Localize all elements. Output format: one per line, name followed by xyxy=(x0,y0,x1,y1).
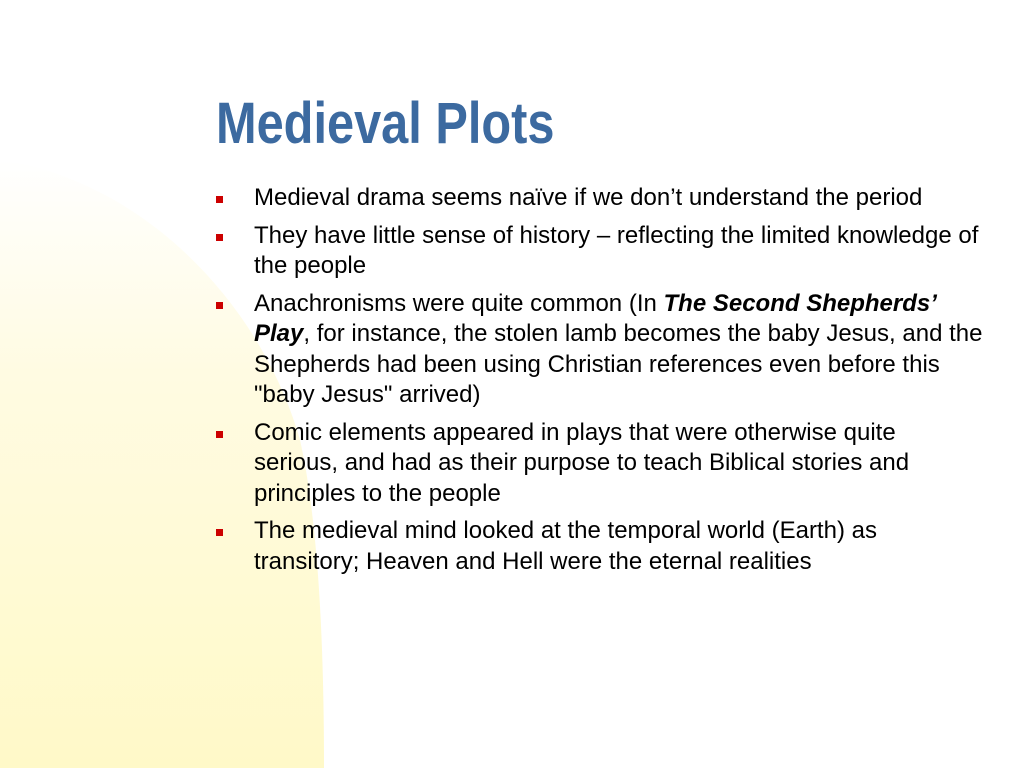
square-bullet-icon xyxy=(216,234,223,241)
bullet-item xyxy=(216,418,986,510)
bullet-item xyxy=(216,221,986,282)
bullet-item xyxy=(216,289,986,411)
bullet-text: Comic elements appeared in plays that were otherwise quite serious, and had as their purpose to teach Biblical stories and principles to the people xyxy=(254,418,910,507)
square-bullet-icon xyxy=(216,196,223,203)
bullet-text: They have little sense of history – reflecting the limited knowledge of the people xyxy=(254,221,979,279)
bullet-list xyxy=(216,183,986,584)
square-bullet-icon xyxy=(216,431,223,438)
bullet-text-before: Anachronisms were quite common (In xyxy=(254,289,664,317)
bullet-item xyxy=(216,183,986,214)
play-title-emphasis: The Second Shepherds’ Play xyxy=(254,289,936,347)
square-bullet-icon xyxy=(216,529,223,536)
bullet-text: Medieval drama seems naïve if we don’t understand the period xyxy=(254,184,923,211)
bullet-item xyxy=(216,516,986,577)
bullet-text xyxy=(254,290,982,409)
bullet-text-after: , for instance, the stolen lamb becomes the baby Jesus, and the Shepherds had been using Christian references even before this "baby Jesus" arrived) xyxy=(254,320,983,408)
slide-title: Medieval Plots xyxy=(216,91,555,156)
bullet-text: The medieval mind looked at the temporal world (Earth) as transitory; Heaven and Hell were the eternal realities xyxy=(254,517,877,575)
square-bullet-icon xyxy=(216,302,223,309)
